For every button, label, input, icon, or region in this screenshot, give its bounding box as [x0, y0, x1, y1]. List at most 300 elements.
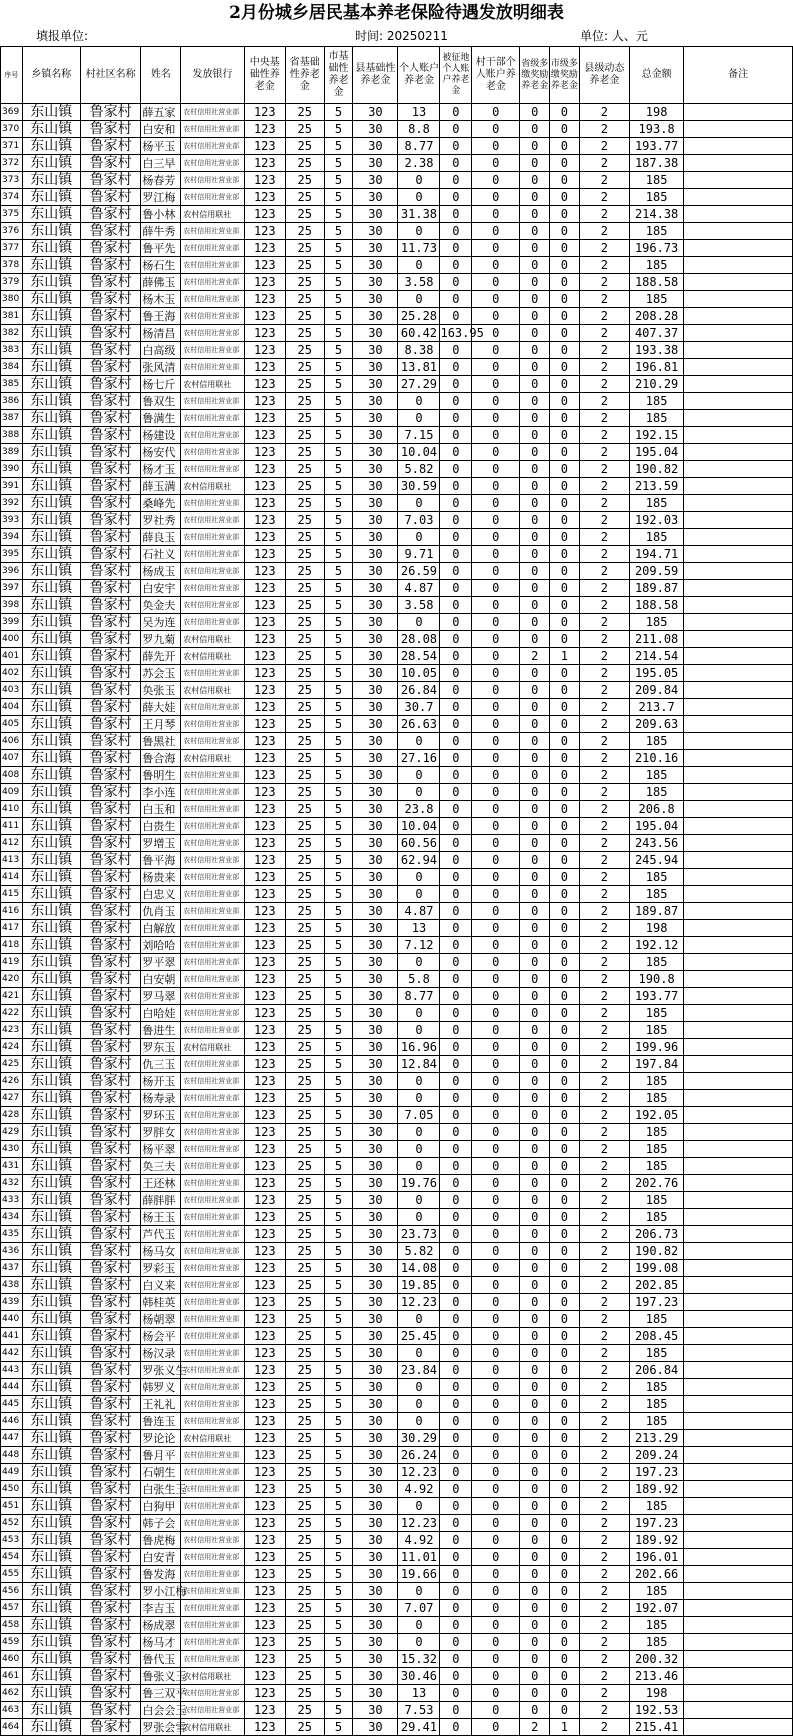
row-name-cell: 韩子会 [141, 1515, 181, 1532]
row-personal-account-cell: 25.45 [398, 1328, 440, 1345]
row-remark-cell [684, 1073, 793, 1090]
row-city-bonus-cell: 0 [550, 1379, 580, 1396]
row-city-bonus-cell: 0 [550, 1413, 580, 1430]
row-bank-cell: 农村信用社营业部 [181, 597, 245, 614]
row-name-cell: 石社义 [141, 546, 181, 563]
table-row [1, 1294, 793, 1311]
row-city-bonus-cell: 0 [550, 733, 580, 750]
row-county-pension-cell: 30 [353, 189, 398, 206]
row-name-cell: 薛五家 [141, 104, 181, 121]
row-bank-cell: 农村信用社营业部 [181, 1192, 245, 1209]
row-city-pension-cell: 5 [324, 1005, 353, 1022]
row-bank-cell: 农村信用社营业部 [181, 1413, 245, 1430]
row-bank-cell: 农村信用社营业部 [181, 1634, 245, 1651]
row-personal-account-cell: 0 [398, 954, 440, 971]
row-province-bonus-cell: 0 [520, 393, 550, 410]
table-row [1, 478, 793, 495]
row-town-cell: 东山镇 [22, 1600, 80, 1617]
row-bank-cell: 农村信用社营业部 [181, 1294, 245, 1311]
row-city-pension-cell: 5 [324, 614, 353, 631]
row-province-pension-cell: 25 [285, 954, 324, 971]
row-bank-cell: 农村信用社营业部 [181, 1107, 245, 1124]
row-province-pension-cell: 25 [285, 512, 324, 529]
row-province-bonus-cell: 0 [520, 1243, 550, 1260]
row-personal-account-cell: 4.92 [398, 1532, 440, 1549]
row-county-pension-cell: 30 [353, 1549, 398, 1566]
row-province-bonus-cell: 0 [520, 563, 550, 580]
report-time-label: 时间: 20250211 [355, 29, 448, 43]
row-province-bonus-cell: 0 [520, 1634, 550, 1651]
row-county-pension-cell: 30 [353, 614, 398, 631]
row-city-pension-cell: 5 [324, 1583, 353, 1600]
row-city-pension-cell: 5 [324, 1685, 353, 1702]
row-bank-cell: 农村信用社营业部 [181, 1022, 245, 1039]
row-province-pension-cell: 25 [285, 1039, 324, 1056]
row-village-cell: 鲁家村 [80, 410, 140, 427]
row-city-bonus-cell: 0 [550, 1260, 580, 1277]
row-name-cell: 杨才玉 [141, 461, 181, 478]
row-seq-cell: 379 [1, 274, 23, 291]
row-town-cell: 东山镇 [22, 155, 80, 172]
row-total-cell: 192.15 [629, 427, 683, 444]
row-village-cell: 鲁家村 [80, 495, 140, 512]
row-province-pension-cell: 25 [285, 1124, 324, 1141]
row-remark-cell [684, 1294, 793, 1311]
row-province-pension-cell: 25 [285, 240, 324, 257]
row-town-cell: 东山镇 [22, 1022, 80, 1039]
row-cadre-account-cell: 0 [472, 359, 520, 376]
row-town-cell: 东山镇 [22, 1005, 80, 1022]
row-cadre-account-cell: 0 [472, 325, 520, 342]
row-land-expropriated-cell: 0 [440, 1566, 472, 1583]
row-bank-cell: 农村信用社营业部 [181, 529, 245, 546]
row-village-cell: 鲁家村 [80, 1532, 140, 1549]
row-total-cell: 193.8 [629, 121, 683, 138]
row-cadre-account-cell: 0 [472, 614, 520, 631]
row-cadre-account-cell: 0 [472, 274, 520, 291]
row-village-cell: 鲁家村 [80, 1056, 140, 1073]
row-bank-cell: 农村信用社营业部 [181, 359, 245, 376]
row-cadre-account-cell: 0 [472, 410, 520, 427]
row-name-cell: 白狗甲 [141, 1498, 181, 1515]
row-name-cell: 罗江梅 [141, 189, 181, 206]
row-name-cell: 罗东玉 [141, 1039, 181, 1056]
row-total-cell: 192.05 [629, 1107, 683, 1124]
row-cadre-account-cell: 0 [472, 1124, 520, 1141]
row-total-cell: 187.38 [629, 155, 683, 172]
table-row [1, 937, 793, 954]
row-land-expropriated-cell: 0 [440, 104, 472, 121]
row-county-dynamic-cell: 2 [579, 478, 629, 495]
row-county-pension-cell: 30 [353, 427, 398, 444]
row-county-pension-cell: 30 [353, 1226, 398, 1243]
row-province-bonus-cell: 0 [520, 614, 550, 631]
row-town-cell: 东山镇 [22, 1124, 80, 1141]
row-total-cell: 197.84 [629, 1056, 683, 1073]
row-cadre-account-cell: 0 [472, 461, 520, 478]
row-province-bonus-cell: 0 [520, 1481, 550, 1498]
row-city-bonus-cell: 0 [550, 223, 580, 240]
row-province-pension-cell: 25 [285, 1498, 324, 1515]
row-total-cell: 185 [629, 1413, 683, 1430]
row-cadre-account-cell: 0 [472, 1651, 520, 1668]
row-village-cell: 鲁家村 [80, 1617, 140, 1634]
row-village-cell: 鲁家村 [80, 801, 140, 818]
row-city-pension-cell: 5 [324, 1719, 353, 1736]
row-personal-account-cell: 30.46 [398, 1668, 440, 1685]
row-name-cell: 白忠义 [141, 886, 181, 903]
row-name-cell: 白安青 [141, 1549, 181, 1566]
row-remark-cell [684, 274, 793, 291]
row-land-expropriated-cell: 0 [440, 920, 472, 937]
row-seq-cell: 452 [1, 1515, 23, 1532]
row-province-pension-cell: 25 [285, 1226, 324, 1243]
row-city-bonus-cell: 0 [550, 1345, 580, 1362]
row-town-cell: 东山镇 [22, 903, 80, 920]
row-total-cell: 199.96 [629, 1039, 683, 1056]
row-county-pension-cell: 30 [353, 1192, 398, 1209]
row-central-pension-cell: 123 [244, 1107, 285, 1124]
row-village-cell: 鲁家村 [80, 257, 140, 274]
row-county-dynamic-cell: 2 [579, 818, 629, 835]
table-row [1, 461, 793, 478]
row-city-bonus-cell: 0 [550, 1022, 580, 1039]
col-header: 个人账户养老金 [398, 47, 440, 104]
row-land-expropriated-cell: 0 [440, 648, 472, 665]
row-name-cell: 苏会玉 [141, 665, 181, 682]
row-city-pension-cell: 5 [324, 937, 353, 954]
row-central-pension-cell: 123 [244, 699, 285, 716]
row-land-expropriated-cell: 0 [440, 1481, 472, 1498]
row-province-pension-cell: 25 [285, 818, 324, 835]
table-row [1, 359, 793, 376]
row-central-pension-cell: 123 [244, 648, 285, 665]
row-cadre-account-cell: 0 [472, 767, 520, 784]
row-seq-cell: 445 [1, 1396, 23, 1413]
row-town-cell: 东山镇 [22, 393, 80, 410]
row-county-dynamic-cell: 2 [579, 342, 629, 359]
row-central-pension-cell: 123 [244, 1617, 285, 1634]
row-province-bonus-cell: 0 [520, 359, 550, 376]
row-province-bonus-cell: 0 [520, 478, 550, 495]
row-village-cell: 鲁家村 [80, 1294, 140, 1311]
row-personal-account-cell: 4.87 [398, 903, 440, 920]
row-total-cell: 185 [629, 1192, 683, 1209]
row-village-cell: 鲁家村 [80, 733, 140, 750]
table-row [1, 1464, 793, 1481]
row-land-expropriated-cell: 0 [440, 580, 472, 597]
row-city-pension-cell: 5 [324, 1668, 353, 1685]
row-county-pension-cell: 30 [353, 682, 398, 699]
table-row [1, 1362, 793, 1379]
row-remark-cell [684, 1039, 793, 1056]
row-name-cell: 杨成翠 [141, 1617, 181, 1634]
row-remark-cell [684, 325, 793, 342]
row-name-cell: 杨木玉 [141, 291, 181, 308]
row-county-dynamic-cell: 2 [579, 325, 629, 342]
row-city-bonus-cell: 0 [550, 665, 580, 682]
row-village-cell: 鲁家村 [80, 308, 140, 325]
row-county-dynamic-cell: 2 [579, 1175, 629, 1192]
row-land-expropriated-cell: 0 [440, 1651, 472, 1668]
row-remark-cell [684, 223, 793, 240]
row-province-pension-cell: 25 [285, 189, 324, 206]
row-name-cell: 张风清 [141, 359, 181, 376]
row-county-dynamic-cell: 2 [579, 410, 629, 427]
row-seq-cell: 394 [1, 529, 23, 546]
row-total-cell: 215.41 [629, 1719, 683, 1736]
row-city-bonus-cell: 0 [550, 920, 580, 937]
row-city-pension-cell: 5 [324, 1532, 353, 1549]
row-land-expropriated-cell: 0 [440, 376, 472, 393]
row-name-cell: 白安朝 [141, 971, 181, 988]
row-seq-cell: 450 [1, 1481, 23, 1498]
row-province-pension-cell: 25 [285, 478, 324, 495]
row-central-pension-cell: 123 [244, 1651, 285, 1668]
row-personal-account-cell: 4.92 [398, 1481, 440, 1498]
row-city-bonus-cell: 0 [550, 461, 580, 478]
row-town-cell: 东山镇 [22, 1379, 80, 1396]
row-village-cell: 鲁家村 [80, 563, 140, 580]
row-bank-cell: 农村信用社营业部 [181, 240, 245, 257]
row-land-expropriated-cell: 0 [440, 1362, 472, 1379]
table-row [1, 257, 793, 274]
row-personal-account-cell: 19.76 [398, 1175, 440, 1192]
row-cadre-account-cell: 0 [472, 971, 520, 988]
row-province-bonus-cell: 0 [520, 1430, 550, 1447]
row-seq-cell: 421 [1, 988, 23, 1005]
row-province-pension-cell: 25 [285, 971, 324, 988]
table-header-row [1, 47, 793, 104]
row-city-bonus-cell: 0 [550, 444, 580, 461]
row-province-bonus-cell: 0 [520, 155, 550, 172]
row-land-expropriated-cell: 0 [440, 682, 472, 699]
row-city-bonus-cell: 0 [550, 1600, 580, 1617]
row-name-cell: 奂金夫 [141, 597, 181, 614]
row-bank-cell: 农村信用社营业部 [181, 1073, 245, 1090]
row-province-bonus-cell: 0 [520, 291, 550, 308]
row-land-expropriated-cell: 0 [440, 665, 472, 682]
row-seq-cell: 374 [1, 189, 23, 206]
table-row [1, 240, 793, 257]
row-city-bonus-cell: 0 [550, 971, 580, 988]
row-county-dynamic-cell: 2 [579, 1481, 629, 1498]
row-city-pension-cell: 5 [324, 631, 353, 648]
row-city-pension-cell: 5 [324, 648, 353, 665]
row-city-bonus-cell: 0 [550, 325, 580, 342]
row-central-pension-cell: 123 [244, 1634, 285, 1651]
row-town-cell: 东山镇 [22, 1549, 80, 1566]
row-personal-account-cell: 0 [398, 1141, 440, 1158]
table-row [1, 1158, 793, 1175]
row-central-pension-cell: 123 [244, 1141, 285, 1158]
row-city-bonus-cell: 0 [550, 1362, 580, 1379]
row-province-pension-cell: 25 [285, 359, 324, 376]
row-central-pension-cell: 123 [244, 308, 285, 325]
row-county-dynamic-cell: 2 [579, 835, 629, 852]
row-central-pension-cell: 123 [244, 1447, 285, 1464]
row-province-bonus-cell: 0 [520, 784, 550, 801]
row-cadre-account-cell: 0 [472, 1617, 520, 1634]
row-town-cell: 东山镇 [22, 971, 80, 988]
row-town-cell: 东山镇 [22, 1243, 80, 1260]
row-cadre-account-cell: 0 [472, 1430, 520, 1447]
row-city-pension-cell: 5 [324, 495, 353, 512]
row-village-cell: 鲁家村 [80, 699, 140, 716]
row-total-cell: 211.08 [629, 631, 683, 648]
row-personal-account-cell: 0 [398, 1345, 440, 1362]
row-remark-cell [684, 971, 793, 988]
row-town-cell: 东山镇 [22, 1294, 80, 1311]
row-land-expropriated-cell: 0 [440, 597, 472, 614]
row-cadre-account-cell: 0 [472, 1073, 520, 1090]
row-central-pension-cell: 123 [244, 189, 285, 206]
row-total-cell: 192.03 [629, 512, 683, 529]
row-central-pension-cell: 123 [244, 1532, 285, 1549]
row-village-cell: 鲁家村 [80, 665, 140, 682]
row-province-bonus-cell: 0 [520, 1209, 550, 1226]
row-name-cell: 杨平翠 [141, 1141, 181, 1158]
row-town-cell: 东山镇 [22, 1464, 80, 1481]
row-remark-cell [684, 1107, 793, 1124]
row-remark-cell [684, 1464, 793, 1481]
table-row [1, 1226, 793, 1243]
row-bank-cell: 农村信用社营业部 [181, 1600, 245, 1617]
row-seq-cell: 396 [1, 563, 23, 580]
row-bank-cell: 农村信用社营业部 [181, 1209, 245, 1226]
row-village-cell: 鲁家村 [80, 461, 140, 478]
row-remark-cell [684, 1277, 793, 1294]
row-bank-cell: 农村信用社营业部 [181, 665, 245, 682]
row-name-cell: 薛玉满 [141, 478, 181, 495]
row-county-dynamic-cell: 2 [579, 308, 629, 325]
row-town-cell: 东山镇 [22, 342, 80, 359]
row-total-cell: 185 [629, 1005, 683, 1022]
row-county-dynamic-cell: 2 [579, 1107, 629, 1124]
row-name-cell: 罗彩玉 [141, 1260, 181, 1277]
row-seq-cell: 429 [1, 1124, 23, 1141]
row-land-expropriated-cell: 0 [440, 495, 472, 512]
row-remark-cell [684, 1719, 793, 1736]
row-cadre-account-cell: 0 [472, 631, 520, 648]
row-remark-cell [684, 665, 793, 682]
table-row [1, 189, 793, 206]
row-seq-cell: 448 [1, 1447, 23, 1464]
row-county-pension-cell: 30 [353, 852, 398, 869]
row-bank-cell: 农村信用社营业部 [181, 1702, 245, 1719]
row-total-cell: 214.38 [629, 206, 683, 223]
row-city-pension-cell: 5 [324, 427, 353, 444]
row-central-pension-cell: 123 [244, 563, 285, 580]
row-bank-cell: 农村信用联社 [181, 631, 245, 648]
row-village-cell: 鲁家村 [80, 767, 140, 784]
row-central-pension-cell: 123 [244, 274, 285, 291]
row-province-bonus-cell: 0 [520, 512, 550, 529]
row-remark-cell [684, 1532, 793, 1549]
row-cadre-account-cell: 0 [472, 257, 520, 274]
row-remark-cell [684, 155, 793, 172]
row-city-pension-cell: 5 [324, 546, 353, 563]
row-town-cell: 东山镇 [22, 410, 80, 427]
row-bank-cell: 农村信用社营业部 [181, 1481, 245, 1498]
row-county-pension-cell: 30 [353, 1447, 398, 1464]
row-city-pension-cell: 5 [324, 1209, 353, 1226]
row-seq-cell: 414 [1, 869, 23, 886]
row-remark-cell [684, 1345, 793, 1362]
row-personal-account-cell: 3.58 [398, 274, 440, 291]
row-remark-cell [684, 308, 793, 325]
row-province-bonus-cell: 0 [520, 1328, 550, 1345]
row-central-pension-cell: 123 [244, 920, 285, 937]
row-cadre-account-cell: 0 [472, 206, 520, 223]
table-row [1, 1175, 793, 1192]
row-town-cell: 东山镇 [22, 223, 80, 240]
row-total-cell: 206.73 [629, 1226, 683, 1243]
row-land-expropriated-cell: 0 [440, 172, 472, 189]
row-name-cell: 李小连 [141, 784, 181, 801]
row-personal-account-cell: 0 [398, 1005, 440, 1022]
row-county-dynamic-cell: 2 [579, 1549, 629, 1566]
row-town-cell: 东山镇 [22, 784, 80, 801]
row-personal-account-cell: 8.77 [398, 988, 440, 1005]
row-land-expropriated-cell: 0 [440, 716, 472, 733]
row-land-expropriated-cell: 0 [440, 359, 472, 376]
table-row [1, 733, 793, 750]
row-central-pension-cell: 123 [244, 1073, 285, 1090]
row-county-dynamic-cell: 2 [579, 512, 629, 529]
row-province-bonus-cell: 0 [520, 1549, 550, 1566]
row-province-bonus-cell: 0 [520, 257, 550, 274]
row-province-pension-cell: 25 [285, 801, 324, 818]
row-village-cell: 鲁家村 [80, 478, 140, 495]
row-village-cell: 鲁家村 [80, 1175, 140, 1192]
row-total-cell: 213.59 [629, 478, 683, 495]
row-county-dynamic-cell: 2 [579, 733, 629, 750]
row-county-dynamic-cell: 2 [579, 444, 629, 461]
row-cadre-account-cell: 0 [472, 818, 520, 835]
col-header: 被征地个人账户养老金 [440, 47, 472, 104]
row-central-pension-cell: 123 [244, 1481, 285, 1498]
row-town-cell: 东山镇 [22, 1311, 80, 1328]
row-village-cell: 鲁家村 [80, 1022, 140, 1039]
row-bank-cell: 农村信用社营业部 [181, 1005, 245, 1022]
row-name-cell: 石朝生 [141, 1464, 181, 1481]
row-town-cell: 东山镇 [22, 1345, 80, 1362]
row-seq-cell: 413 [1, 852, 23, 869]
row-province-bonus-cell: 0 [520, 1566, 550, 1583]
row-bank-cell: 农村信用社营业部 [181, 325, 245, 342]
row-village-cell: 鲁家村 [80, 1600, 140, 1617]
row-personal-account-cell: 19.85 [398, 1277, 440, 1294]
row-province-bonus-cell: 0 [520, 1141, 550, 1158]
row-county-dynamic-cell: 2 [579, 376, 629, 393]
row-remark-cell [684, 291, 793, 308]
row-seq-cell: 381 [1, 308, 23, 325]
row-cadre-account-cell: 0 [472, 597, 520, 614]
row-city-pension-cell: 5 [324, 155, 353, 172]
row-total-cell: 185 [629, 172, 683, 189]
row-bank-cell: 农村信用社营业部 [181, 767, 245, 784]
row-personal-account-cell: 8.8 [398, 121, 440, 138]
row-town-cell: 东山镇 [22, 1107, 80, 1124]
table-row [1, 1090, 793, 1107]
row-village-cell: 鲁家村 [80, 223, 140, 240]
row-province-bonus-cell: 0 [520, 767, 550, 784]
row-province-pension-cell: 25 [285, 529, 324, 546]
row-bank-cell: 农村信用社营业部 [181, 818, 245, 835]
row-city-bonus-cell: 0 [550, 1192, 580, 1209]
row-seq-cell: 455 [1, 1566, 23, 1583]
